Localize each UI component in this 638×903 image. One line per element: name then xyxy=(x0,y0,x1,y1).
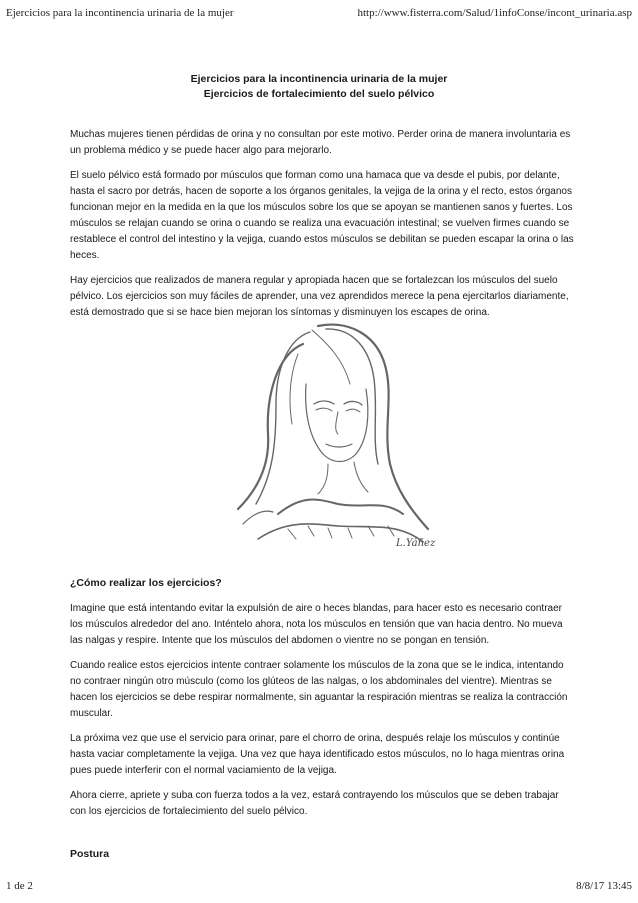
posture-heading: Postura xyxy=(70,848,110,860)
page-title xyxy=(0,72,638,102)
portrait-sketch-image xyxy=(218,314,444,562)
print-header-url[interactable]: http://www.fisterra.com/Salud/1infoConse/incont_urinaria.asp xyxy=(357,7,632,19)
print-timestamp: 8/8/17 13:45 xyxy=(576,880,632,892)
how-paragraph: La próxima vez que use el servicio para orinar, pare el chorro de orina, después relaje los músculos y continúe hasta vaciar completamente la vejiga. Una vez que haya identificado estos músculos, no lo haga mientras orina pues puede interferir con el normal vaciamiento de la vejiga. xyxy=(70,733,565,776)
how-section xyxy=(70,575,576,872)
intro-paragraph: Hay ejercicios que realizados de manera regular y apropiada hacen que se fortalezcan los músculos del suelo pélvico. Los ejercicios son muy fáciles de aprender, una vez aprendidos merece la pena ejercitarlos diariamente, está demostrado que si se hace bien mejoran los síntomas y disminuyen los escapes de orina. xyxy=(70,275,569,318)
page-subtitle: Ejercicios de fortalecimiento del suelo pélvico xyxy=(203,88,435,100)
how-paragraph: Ahora cierre, apriete y suba con fuerza todos a la vez, estará contrayendo los músculos que se deben trabajar con los ejercicios de fortalecimiento del suelo pélvico. xyxy=(70,790,559,817)
section-heading: ¿Cómo realizar los ejercicios? xyxy=(70,577,222,589)
how-paragraph: Imagine que está intentando evitar la expulsión de aire o heces blandas, para hacer esto es necesario contraer los músculos alrededor del ano. Inténtelo ahora, nota los músculos en tensión que van hacia dentro. No mueva las nalgas y respire. Intente que los músculos del abdomen o vientre no se pongan en tensión. xyxy=(70,603,563,646)
how-paragraph: Cuando realice estos ejercicios intente contraer solamente los músculos de la zona que se le indica, intentando no contraer ningún otro músculo (como los glúteos de las nalgas, o los abdominales del vientre). Mientras se hacen los ejercicios se debe respirar normalmente, sin aguantar la respiración mientras se realiza la contracción muscular. xyxy=(70,660,568,719)
page-title-main: Ejercicios para la incontinencia urinaria de la mujer xyxy=(190,73,448,85)
intro-section xyxy=(70,127,576,330)
page-number: 1 de 2 xyxy=(6,880,33,892)
print-header-title: Ejercicios para la incontinencia urinaria de la mujer xyxy=(6,7,234,19)
intro-paragraph: El suelo pélvico está formado por músculos que forman como una hamaca que va desde el pubis, por delante, hasta el sacro por detrás, hacen de soporte a los órganos genitales, la vejiga de la orina y el recto, estos órganos funcionan mejor en la medida en la que los músculos sobre los que se apoyan se mantienen sanos y fuertes. Los músculos se relajan cuando se orina o cuando se realiza una evacuación intestinal; se vuelven firmes cuando se restablece el control del intestino y la vejiga, cuando estos músculos se debilitan se pueden escapar la orina o las heces. xyxy=(70,170,574,261)
artist-signature: L.Yáñez xyxy=(396,538,436,549)
intro-paragraph: Muchas mujeres tienen pérdidas de orina y no consultan por este motivo. Perder orina de manera involuntaria es un problema médico y se puede hacer algo para mejorarlo. xyxy=(70,129,571,156)
